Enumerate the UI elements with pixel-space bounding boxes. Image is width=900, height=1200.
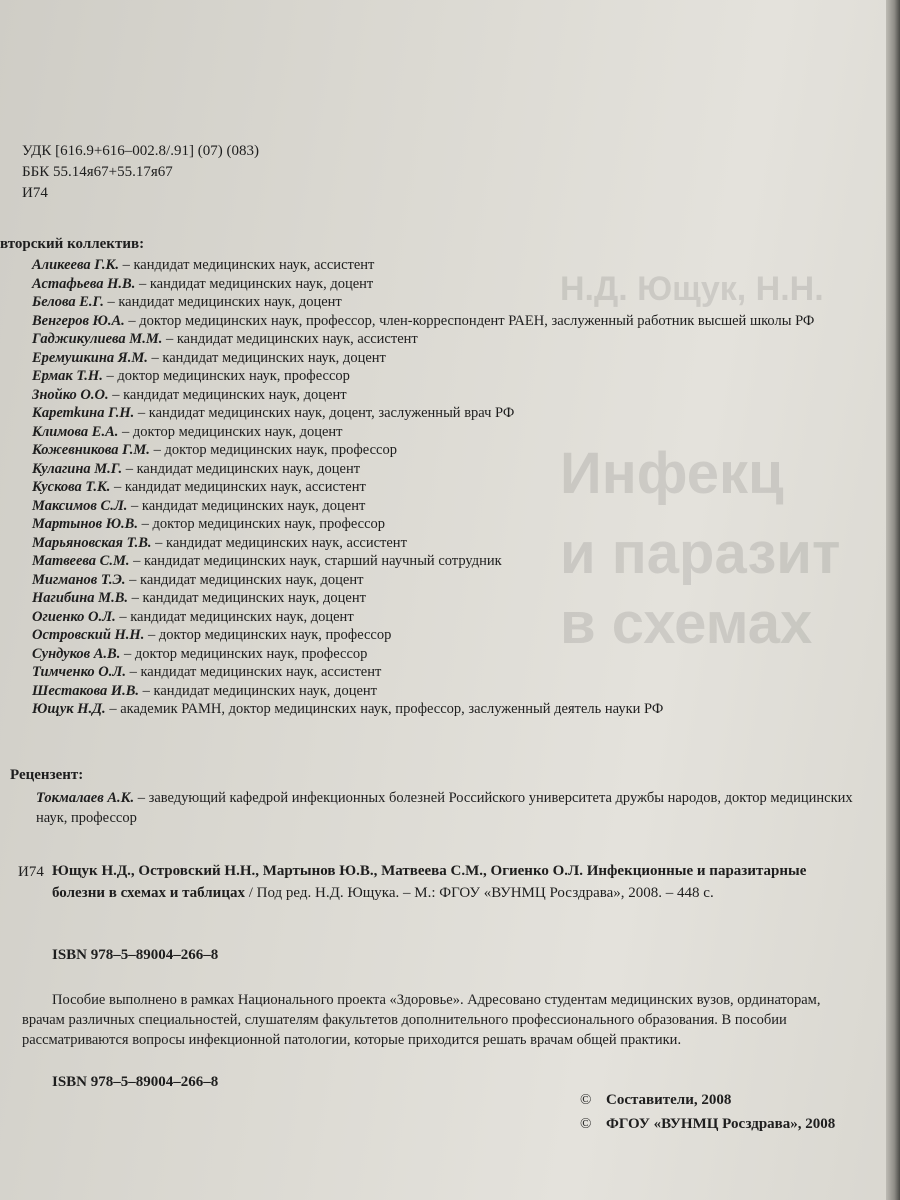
author-name: Мигманов Т.Э. bbox=[32, 571, 126, 588]
author-desc: – кандидат медицинских наук, доцент bbox=[103, 294, 342, 310]
biblio-authors-title: Ющук Н.Д., Островский Н.Н., Мартынов Ю.В., Матвеева С.М., Огиенко О.Л. Инфекционные и паразитарные болезни в схемах и таблицах bbox=[52, 863, 807, 901]
author-entry bbox=[32, 497, 852, 516]
author-name: Каретkина Г.Н. bbox=[32, 405, 135, 421]
author-desc: – кандидат медицинских наук, доцент bbox=[147, 349, 386, 366]
reviewer-heading: Рецензент: bbox=[10, 767, 84, 783]
author-desc: – кандидат медицинских наук, ассистент bbox=[118, 257, 375, 273]
author-name: Климова Е.А. bbox=[32, 423, 119, 440]
author-desc: – кандидат медицинских наук, доцент bbox=[128, 590, 366, 606]
author-entry bbox=[32, 312, 852, 331]
author-desc: – доктор медицинских наук, доцент bbox=[118, 423, 343, 440]
author-name: Ющук Н.Д. bbox=[32, 701, 106, 717]
author-desc: – кандидат медицинских наук, старший научный сотрудник bbox=[129, 553, 502, 569]
show-through-text: в схемах bbox=[560, 591, 813, 656]
author-desc: – кандидат медицинских наук, доцент bbox=[135, 275, 374, 292]
author-entry bbox=[32, 478, 852, 497]
author-entry bbox=[32, 330, 852, 349]
author-desc: – доктор медицинских наук, профессор bbox=[149, 442, 397, 458]
show-through-text: Инфекц bbox=[560, 441, 784, 506]
author-entry bbox=[32, 367, 852, 386]
author-desc: – кандидат медицинских наук, доцент bbox=[115, 608, 354, 625]
udk-code: УДК [616.9+616–002.8/.91] (07) (083) bbox=[22, 143, 259, 159]
reviewer-desc: – заведующий кафедрой инфекционных болезней Российского университета дружбы народов, доктор медицинских наук, профессор bbox=[36, 790, 853, 826]
isbn-bottom: ISBN 978–5–89004–266–8 bbox=[52, 1074, 219, 1090]
classification-codes bbox=[22, 141, 259, 204]
author-entry bbox=[32, 386, 852, 405]
copyright-block bbox=[580, 1088, 835, 1136]
author-desc: – академик РАМН, доктор медицинских наук, профессор, заслуженный деятель науки РФ bbox=[105, 701, 664, 717]
copyright-symbol: © bbox=[580, 1092, 592, 1108]
author-entry bbox=[32, 626, 852, 645]
author-entry bbox=[32, 460, 852, 479]
author-name: Кожевникова Г.М. bbox=[32, 442, 150, 458]
author-desc: – кандидат медицинских наук, доцент bbox=[122, 460, 361, 477]
isbn-top: ISBN 978–5–89004–266–8 bbox=[52, 947, 219, 963]
author-entry bbox=[32, 293, 852, 312]
authors-list bbox=[32, 256, 852, 719]
author-desc: – кандидат медицинских наук, ассистент bbox=[151, 534, 407, 551]
author-entry bbox=[32, 682, 852, 701]
author-desc: – доктор медицинских наук, профессор bbox=[102, 368, 350, 384]
author-sign: И74 bbox=[22, 185, 48, 201]
author-name: Астафьева Н.В. bbox=[32, 275, 136, 292]
show-through-text: и паразит bbox=[560, 521, 841, 586]
author-entry bbox=[32, 700, 852, 719]
authors-heading: вторский коллектив: bbox=[0, 236, 145, 252]
author-name: Кускова Т.К. bbox=[32, 479, 111, 495]
author-name: Кулагина М.Г. bbox=[32, 460, 123, 477]
author-entry bbox=[32, 534, 852, 553]
biblio-publisher: / Под ред. Н.Д. Ющука. – М.: ФГОУ «ВУНМЦ Росздрава», 2008. – 448 с. bbox=[244, 885, 714, 901]
author-desc: – кандидат медицинских наук, доцент bbox=[139, 682, 377, 699]
copyright-line bbox=[580, 1112, 835, 1136]
copyright-line bbox=[580, 1088, 835, 1112]
author-name: Максимов С.Л. bbox=[32, 497, 128, 514]
author-entry bbox=[32, 441, 852, 460]
author-desc: – кандидат медицинских наук, ассистент bbox=[110, 479, 366, 495]
author-entry bbox=[32, 515, 852, 534]
author-desc: – кандидат медицинских наук, ассистент bbox=[162, 331, 418, 347]
author-name: Белова Е.Г. bbox=[32, 294, 104, 310]
copyright-symbol: © bbox=[580, 1116, 592, 1132]
biblio-code: И74 bbox=[18, 864, 44, 880]
reviewer-entry bbox=[36, 788, 856, 828]
author-name: Огиенко О.Л. bbox=[32, 608, 116, 625]
page-edge bbox=[886, 0, 900, 1200]
author-name: Еремушкина Я.М. bbox=[32, 349, 148, 366]
author-name: Марьяновская Т.В. bbox=[32, 534, 152, 551]
author-desc: – кандидат медицинских наук, доцент, заслуженный врач РФ bbox=[134, 405, 515, 421]
show-through-text: Н.Д. Ющук, Н.Н. bbox=[560, 270, 824, 308]
bbk-code: ББК 55.14я67+55.17я67 bbox=[22, 164, 173, 180]
author-entry bbox=[32, 663, 852, 682]
author-entry bbox=[32, 552, 852, 571]
author-desc: – кандидат медицинских наук, доцент bbox=[125, 571, 364, 588]
author-entry bbox=[32, 275, 852, 294]
author-desc: – доктор медицинских наук, профессор, член-корреспондент РАЕН, заслуженный работник высшей школы РФ bbox=[124, 312, 815, 329]
author-entry bbox=[32, 423, 852, 442]
copyright-text: ФГОУ «ВУНМЦ Росздрава», 2008 bbox=[606, 1116, 836, 1132]
author-desc: – доктор медицинских наук, профессор bbox=[144, 627, 392, 643]
author-name: Ермак Т.Н. bbox=[32, 368, 103, 384]
author-entry bbox=[32, 608, 852, 627]
author-name: Аликеева Г.К. bbox=[32, 257, 119, 273]
author-entry bbox=[32, 349, 852, 368]
abstract-text: Пособие выполнено в рамках Национального проекта «Здоровье». Адресовано студентам медицинских вузов, ординаторам, врачам различных специальностей, слушателям факультетов дополнительного профессионального образования. В пособии рассматриваются вопросы инфекционной патологии, которые приходится решать врачам общей практики. bbox=[22, 992, 821, 1048]
author-entry bbox=[32, 589, 852, 608]
author-name: Венгеров Ю.А. bbox=[32, 312, 125, 329]
author-name: Тимченко О.Л. bbox=[32, 664, 126, 680]
author-name: Островский Н.Н. bbox=[32, 627, 145, 643]
author-name: Сундуков А.В. bbox=[32, 645, 121, 662]
author-entry bbox=[32, 645, 852, 664]
author-desc: – кандидат медицинских наук, доцент bbox=[108, 386, 347, 403]
author-name: Нагибина М.В. bbox=[32, 590, 128, 606]
author-name: Матвеева С.М. bbox=[32, 553, 130, 569]
author-entry bbox=[32, 256, 852, 275]
bibliographic-record bbox=[52, 860, 852, 904]
author-desc: – доктор медицинских наук, профессор bbox=[137, 516, 386, 532]
author-name: Знойко О.О. bbox=[32, 386, 109, 403]
author-name: Мартынов Ю.В. bbox=[32, 516, 138, 532]
author-entry bbox=[32, 404, 852, 423]
author-desc: – кандидат медицинских наук, доцент bbox=[127, 497, 366, 514]
author-name: Гаджикулиева М.М. bbox=[32, 331, 163, 347]
author-desc: – кандидат медицинских наук, ассистент bbox=[125, 664, 382, 680]
copyright-text: Составители, 2008 bbox=[606, 1092, 732, 1108]
reviewer-name: Токмалаев А.К. bbox=[36, 790, 135, 806]
author-entry bbox=[32, 571, 852, 590]
author-name: Шестакова И.В. bbox=[32, 682, 140, 699]
author-desc: – доктор медицинских наук, профессор bbox=[120, 645, 368, 662]
